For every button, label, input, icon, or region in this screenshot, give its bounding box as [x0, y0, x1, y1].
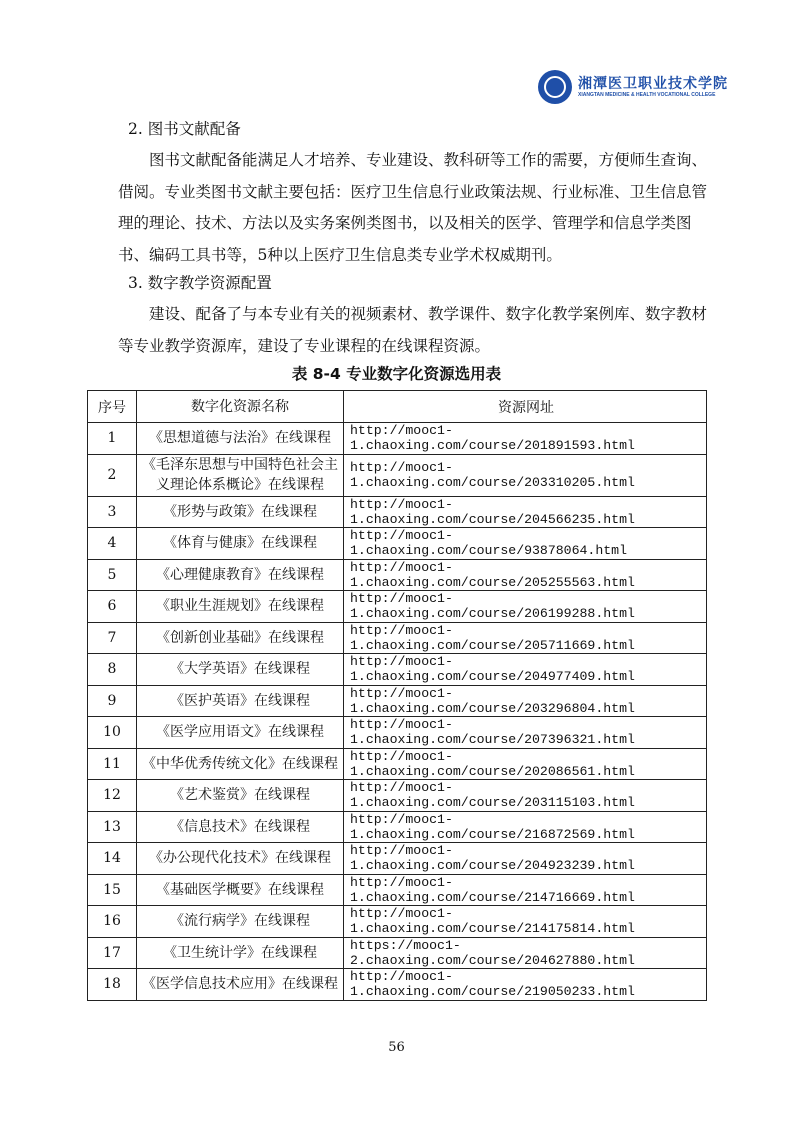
row-index: 11 — [88, 748, 137, 780]
resource-url[interactable]: http://mooc1-1.chaoxing.com/course/203115103.html — [344, 780, 707, 812]
resource-name: 《创新创业基础》在线课程 — [137, 622, 344, 654]
resource-name: 《流行病学》在线课程 — [137, 906, 344, 938]
resource-url[interactable]: http://mooc1-1.chaoxing.com/course/206199288.html — [344, 591, 707, 623]
table-row — [88, 423, 707, 455]
resource-name: 《医护英语》在线课程 — [137, 685, 344, 717]
section-body: 建设、配备了与本专业有关的视频素材、教学课件、数字化教学案例库、数字教材等专业教学资源库，建设了专业课程的在线课程资源。 — [118, 305, 708, 355]
resource-name: 《思想道德与法治》在线课程 — [137, 423, 344, 455]
row-index: 2 — [88, 454, 137, 496]
table-row — [88, 591, 707, 623]
resource-url[interactable]: http://mooc1-1.chaoxing.com/course/214175814.html — [344, 906, 707, 938]
col-header-index: 序号 — [88, 391, 137, 423]
row-index: 1 — [88, 423, 137, 455]
page-number: 56 — [388, 1040, 405, 1055]
table-row — [88, 622, 707, 654]
row-index: 4 — [88, 528, 137, 560]
table-row — [88, 496, 707, 528]
table-row — [88, 717, 707, 749]
row-index: 13 — [88, 811, 137, 843]
row-index: 16 — [88, 906, 137, 938]
table-row — [88, 906, 707, 938]
resource-table — [87, 390, 707, 1001]
resource-url[interactable]: http://mooc1-1.chaoxing.com/course/203310205.html — [344, 454, 707, 496]
resource-name: 《毛泽东思想与中国特色社会主义理论体系概论》在线课程 — [137, 454, 344, 496]
resource-name: 《心理健康教育》在线课程 — [137, 559, 344, 591]
resource-url[interactable]: http://mooc1-1.chaoxing.com/course/204977409.html — [344, 654, 707, 686]
college-seal-icon — [538, 70, 572, 104]
resource-name: 《基础医学概要》在线课程 — [137, 874, 344, 906]
table-caption: 表 8-4 专业数字化资源选用表 — [291, 365, 502, 383]
resource-url[interactable]: http://mooc1-1.chaoxing.com/course/204566235.html — [344, 496, 707, 528]
table-row — [88, 559, 707, 591]
row-index: 3 — [88, 496, 137, 528]
resource-url[interactable]: http://mooc1-1.chaoxing.com/course/216872569.html — [344, 811, 707, 843]
college-logo — [538, 70, 728, 104]
resource-url[interactable]: https://mooc1-2.chaoxing.com/course/204627880.html — [344, 937, 707, 969]
resource-url[interactable]: http://mooc1-1.chaoxing.com/course/207396321.html — [344, 717, 707, 749]
resource-url[interactable]: http://mooc1-1.chaoxing.com/course/93878064.html — [344, 528, 707, 560]
table-header-row — [88, 391, 707, 423]
row-index: 10 — [88, 717, 137, 749]
row-index: 14 — [88, 843, 137, 875]
col-header-name: 数字化资源名称 — [137, 391, 344, 423]
resource-name: 《卫生统计学》在线课程 — [137, 937, 344, 969]
row-index: 12 — [88, 780, 137, 812]
resource-name: 《信息技术》在线课程 — [137, 811, 344, 843]
section-heading: 2. 图书文献配备 — [128, 120, 241, 138]
resource-url[interactable]: http://mooc1-1.chaoxing.com/course/219050233.html — [344, 969, 707, 1001]
resource-url[interactable]: http://mooc1-1.chaoxing.com/course/202086561.html — [344, 748, 707, 780]
table-row — [88, 748, 707, 780]
resource-name: 《体育与健康》在线课程 — [137, 528, 344, 560]
logo-en: XIANGTAN MEDICINE & HEALTH VOCATIONAL COLLEGE — [578, 92, 716, 98]
table-row — [88, 874, 707, 906]
resource-url[interactable]: http://mooc1-1.chaoxing.com/course/205711669.html — [344, 622, 707, 654]
resource-url[interactable]: http://mooc1-1.chaoxing.com/course/204923239.html — [344, 843, 707, 875]
section-heading: 3. 数字教学资源配置 — [128, 274, 272, 292]
table-row — [88, 685, 707, 717]
resource-name: 《形势与政策》在线课程 — [137, 496, 344, 528]
table-row — [88, 528, 707, 560]
resource-name: 《办公现代化技术》在线课程 — [137, 843, 344, 875]
col-header-url: 资源网址 — [344, 391, 707, 423]
resource-name: 《医学应用语文》在线课程 — [137, 717, 344, 749]
table-row — [88, 969, 707, 1001]
row-index: 9 — [88, 685, 137, 717]
table-row — [88, 811, 707, 843]
resource-url[interactable]: http://mooc1-1.chaoxing.com/course/203296804.html — [344, 685, 707, 717]
row-index: 6 — [88, 591, 137, 623]
resource-url[interactable]: http://mooc1-1.chaoxing.com/course/205255563.html — [344, 559, 707, 591]
row-index: 15 — [88, 874, 137, 906]
row-index: 8 — [88, 654, 137, 686]
row-index: 18 — [88, 969, 137, 1001]
table-row — [88, 654, 707, 686]
resource-name: 《医学信息技术应用》在线课程 — [137, 969, 344, 1001]
section-body: 图书文献配备能满足人才培养、专业建设、教科研等工作的需要，方便师生查询、借阅。专业类图书文献主要包括：医疗卫生信息行业政策法规、行业标准、卫生信息管理的理论、技术、方法以及实务案例类图书，以及相关的医学、管理学和信息学类图书、编码工具书等，5种以上医疗卫生信息类专业学术权威期刊。 — [118, 151, 708, 264]
resource-url[interactable]: http://mooc1-1.chaoxing.com/course/201891593.html — [344, 423, 707, 455]
resource-name: 《大学英语》在线课程 — [137, 654, 344, 686]
resource-name: 《艺术鉴赏》在线课程 — [137, 780, 344, 812]
table-row — [88, 454, 707, 496]
resource-url[interactable]: http://mooc1-1.chaoxing.com/course/214716669.html — [344, 874, 707, 906]
resource-name: 《职业生涯规划》在线课程 — [137, 591, 344, 623]
table-row — [88, 780, 707, 812]
table-row — [88, 843, 707, 875]
row-index: 17 — [88, 937, 137, 969]
table-row — [88, 937, 707, 969]
row-index: 7 — [88, 622, 137, 654]
row-index: 5 — [88, 559, 137, 591]
resource-name: 《中华优秀传统文化》在线课程 — [137, 748, 344, 780]
logo-cn: 湘潭医卫职业技术学院 — [578, 76, 728, 92]
